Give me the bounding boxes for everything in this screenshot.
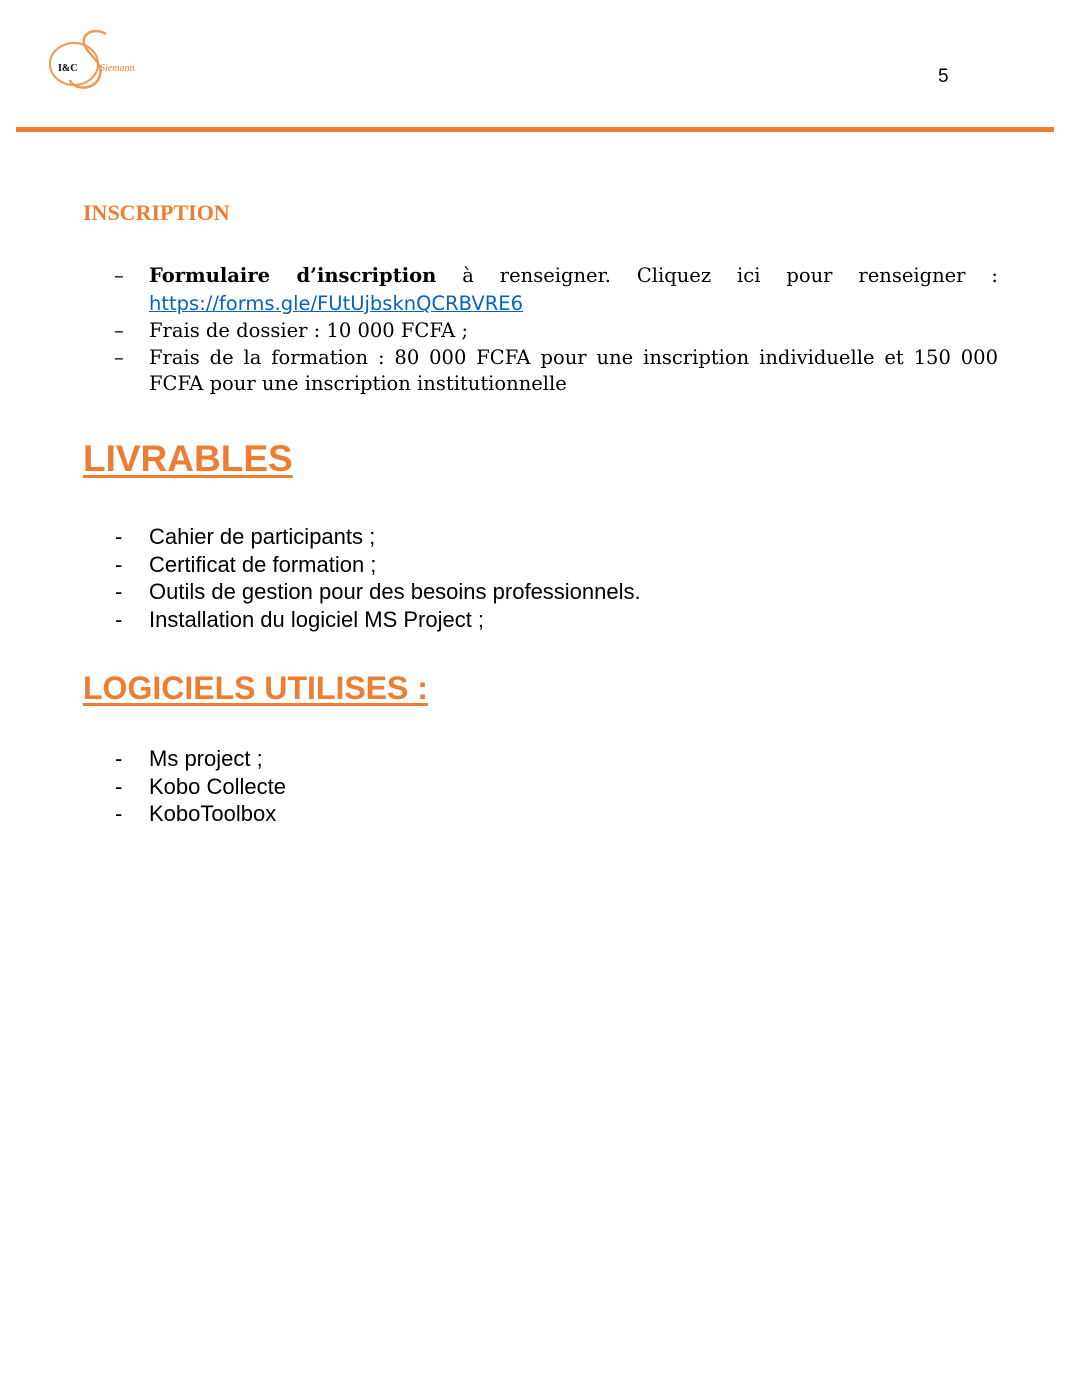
logo-script: Siemann xyxy=(100,63,135,74)
company-logo xyxy=(44,26,148,96)
bullet-dash: - xyxy=(115,606,123,632)
list-item-line: Frais de la formation : 80 000 FCFA pour une inscription individuelle et 150 000 xyxy=(149,346,998,369)
list-item xyxy=(112,345,998,397)
list-item-line xyxy=(149,263,998,289)
list-item-text: Kobo Collecte xyxy=(149,773,286,799)
bullet-dash: - xyxy=(115,551,123,577)
list-item-text: Outils de gestion pour des besoins professionnels. xyxy=(149,579,641,604)
logiciels-heading: LOGICIELS UTILISES : xyxy=(83,670,428,706)
inscription-heading: INSCRIPTION xyxy=(83,200,230,225)
livrables-heading: LIVRABLES xyxy=(83,438,293,479)
bullet-dash: - xyxy=(115,524,123,549)
list-item xyxy=(112,578,641,606)
list-item xyxy=(112,523,641,551)
bullet-dash: - xyxy=(115,579,123,604)
bullet-dash: – xyxy=(114,346,124,369)
logo-initials: I&C xyxy=(58,63,78,74)
inscription-list xyxy=(112,263,998,397)
list-item xyxy=(112,800,286,828)
page-number: 5 xyxy=(938,66,949,87)
list-item xyxy=(112,263,998,317)
list-item-text: Ms project ; xyxy=(149,746,263,771)
list-item-line: FCFA pour une inscription institutionnelle xyxy=(149,372,567,395)
list-item xyxy=(112,318,998,344)
list-item-text: Cahier de participants ; xyxy=(149,524,376,549)
form-instruction: à renseigner. Cliquez ici pour renseigner : xyxy=(462,264,998,287)
bullet-dash: - xyxy=(115,773,123,799)
header-divider xyxy=(16,127,1054,132)
list-item xyxy=(112,551,641,579)
logiciels-list xyxy=(112,745,286,828)
bullet-dash: – xyxy=(114,319,124,342)
form-label-bold: Formulaire d’inscription xyxy=(149,264,437,287)
list-item xyxy=(112,745,286,773)
livrables-list xyxy=(112,523,641,633)
bullet-dash: - xyxy=(115,801,123,826)
list-item-text: Certificat de formation ; xyxy=(149,551,377,577)
registration-form-link[interactable]: https://forms.gle/FUtUjbsknQCRBVRE6 xyxy=(149,292,524,315)
bullet-dash: - xyxy=(115,746,123,771)
bullet-dash: – xyxy=(114,264,124,287)
list-item-text: Installation du logiciel MS Project ; xyxy=(149,606,485,632)
list-item xyxy=(112,606,641,634)
list-item-text: Frais de dossier : 10 000 FCFA ; xyxy=(149,319,469,342)
list-item-text: KoboToolbox xyxy=(149,801,277,826)
list-item xyxy=(112,773,286,801)
